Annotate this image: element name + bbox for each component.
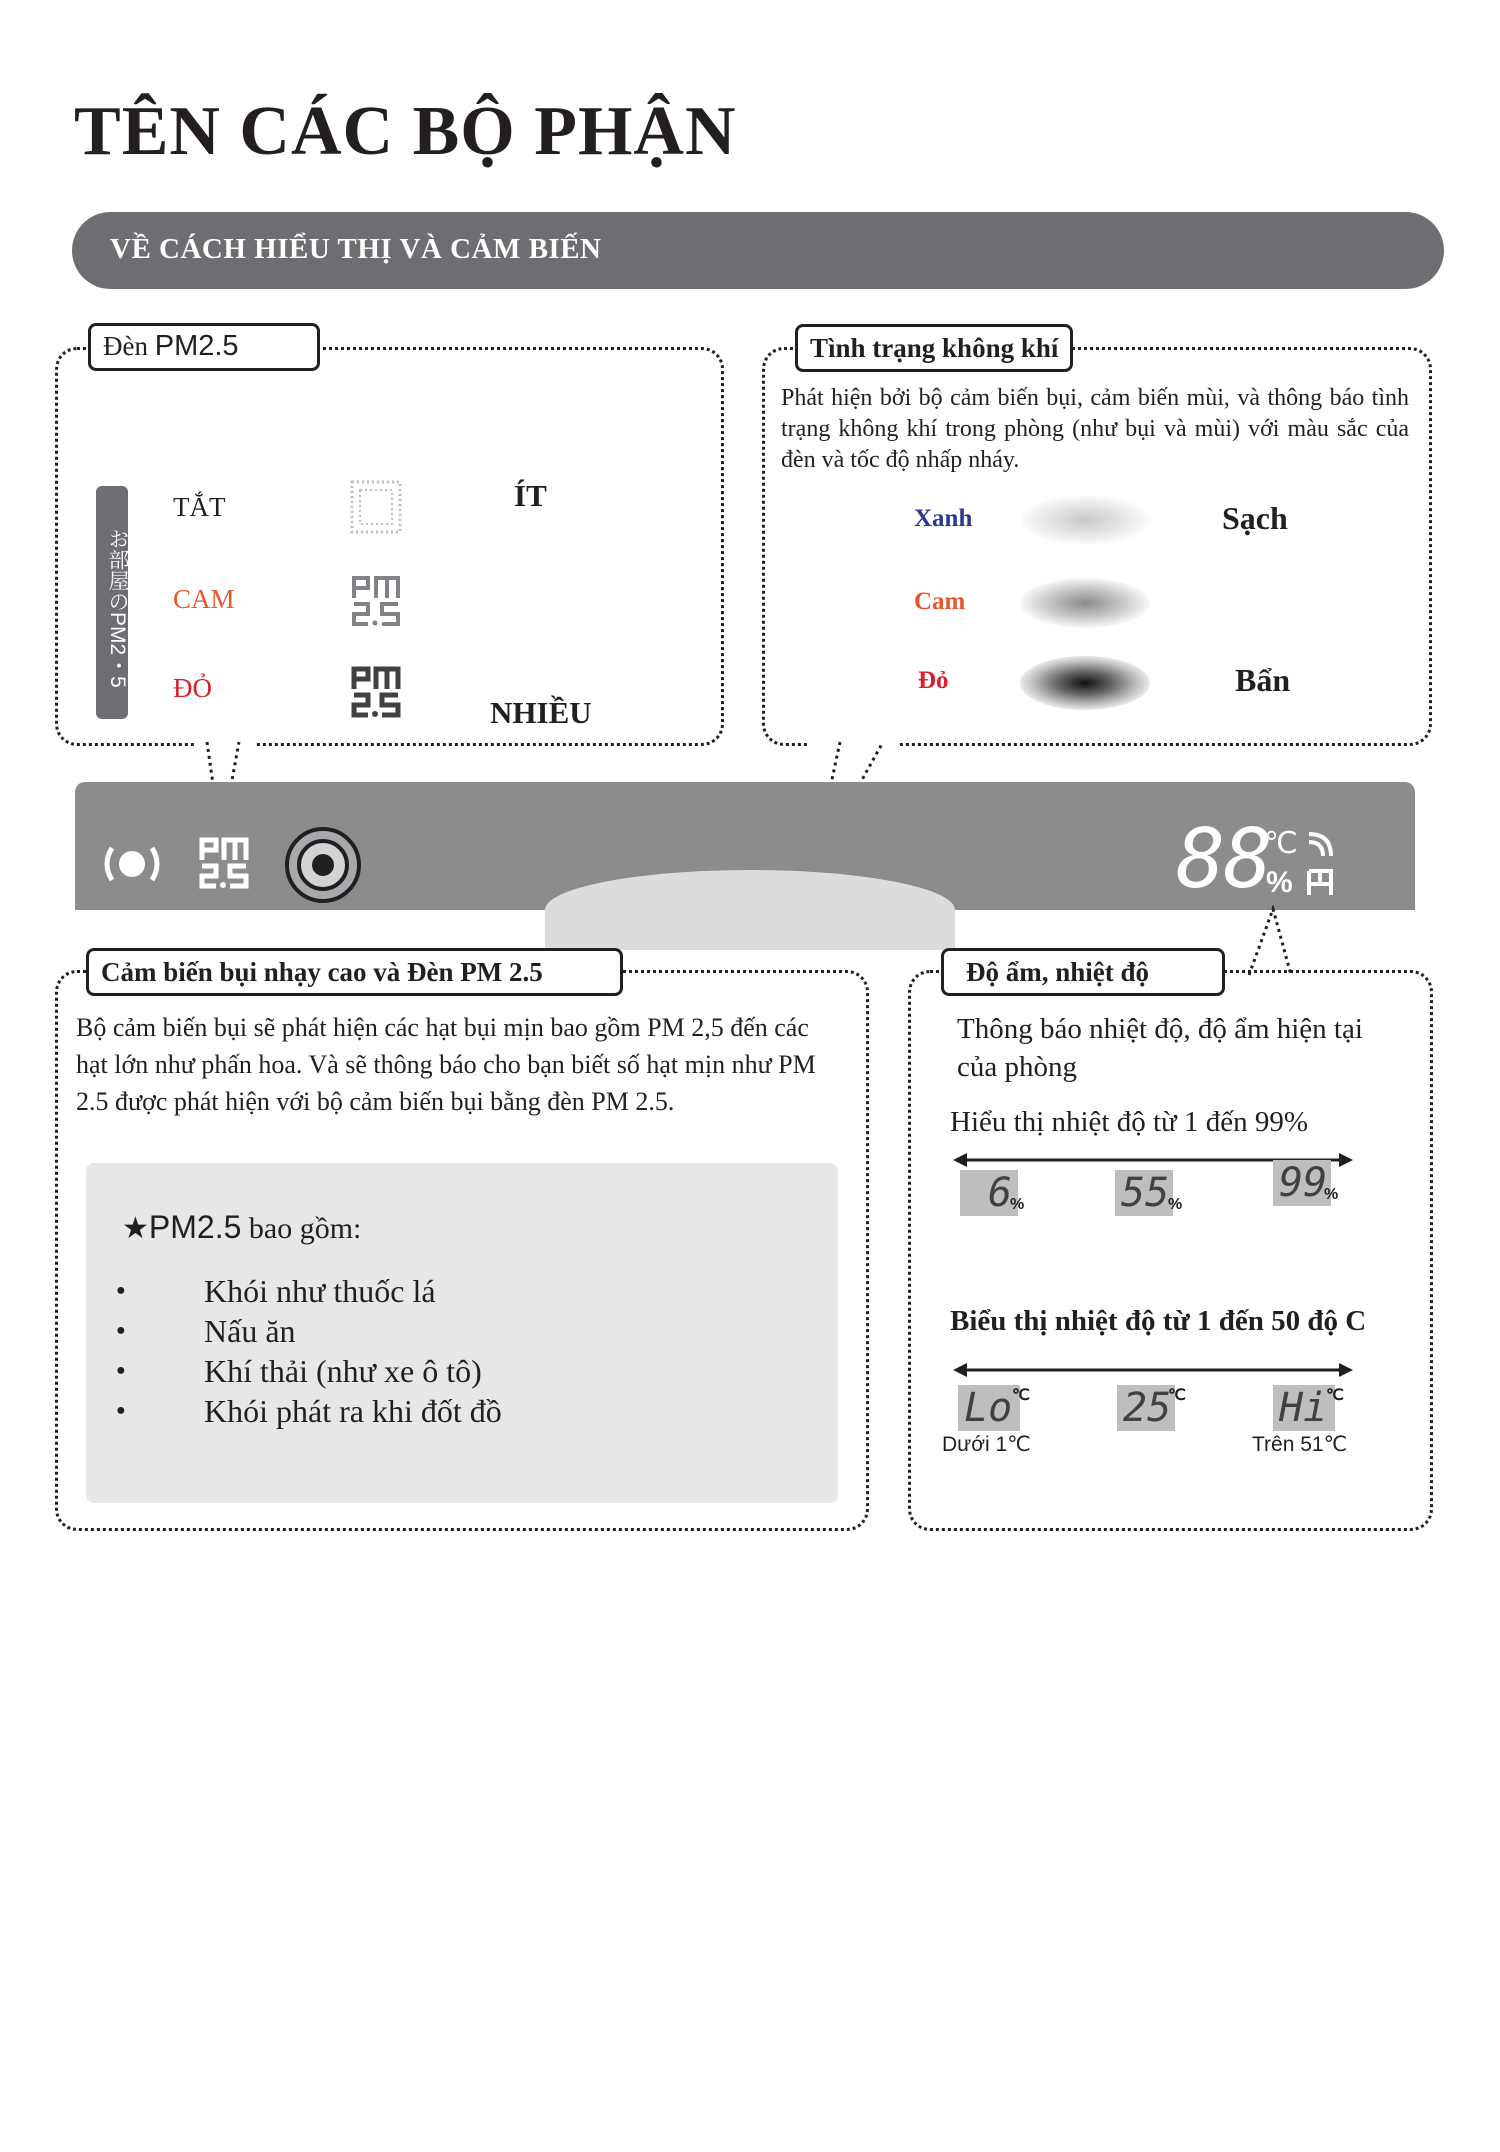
pm-light-low-label: ÍT [514,478,547,513]
pm-light-row-off-label: TẮT [173,492,226,522]
list-item: ● Nấu ăn [86,1311,786,1351]
temp-note-high: Trên 51℃ [1252,1433,1348,1456]
pm-light-tab-prefix: Đèn [103,331,148,361]
humidity-unit-mid: % [1168,1196,1183,1213]
yen-icon [1306,868,1334,898]
air-status-dirty-label: Bẩn [1235,662,1291,698]
dust-sensor-description: Bộ cảm biến bụi sẽ phát hiện các hạt bụi mịn bao gồm PM 2,5 đến các hạt lớn như phấn hoa. Và sẽ thông báo cho bạn biết số hạt mịn như PM 2.5 được phát hiện với bộ cảm biến bụi bằng đèn PM 2.5. [76,1013,816,1116]
humidity-temp-description: Thông báo nhiệt độ, độ ẩm hiện tại của phòng [957,1013,1363,1083]
air-status-tab: Tình trạng không khí [795,324,1073,372]
humidity-temp-tab: Độ ẩm, nhiệt độ [941,948,1225,996]
humidity-pointer [1235,905,1305,980]
section-banner [72,212,1444,289]
air-status-light-faint-icon [1020,495,1150,545]
temp-lcd-low: Lo [958,1385,1020,1431]
device-display-digits: 88 [1176,812,1271,907]
pm-light-tab [88,323,320,371]
air-status-light-strong-icon [1020,656,1150,710]
temp-unit-mid: ℃ [1168,1387,1186,1404]
device-display-percent: % [1266,866,1293,899]
temp-note-low: Dưới 1℃ [942,1433,1031,1456]
temp-unit-low: ℃ [1012,1387,1030,1404]
section-banner-label: VỀ CÁCH HIỂU THỊ VÀ CẢM BIẾN [110,233,602,265]
page-title: TÊN CÁC BỘ PHẬN [74,93,737,170]
list-item: ● Khói phát ra khi đốt đồ [86,1391,786,1431]
pm-dim-icon [350,574,402,628]
sensor-indicator-icon [100,842,164,886]
humidity-lcd-mid: 55 [1115,1170,1173,1216]
pm-light-high-label: NHIỀU [490,695,592,730]
humidity-lcd-high: 99 [1273,1160,1331,1206]
temp-unit-high: ℃ [1326,1387,1344,1404]
air-status-row-red-label: Đỏ [918,667,949,694]
pm-off-icon [350,480,402,534]
temp-lcd-high: Hi [1273,1385,1335,1431]
humidity-caption: Hiểu thị nhiệt độ từ 1 đến 99% [950,1106,1309,1138]
dust-sensor-lens-icon [283,825,363,905]
list-item: ● Khói như thuốc lá [86,1271,786,1311]
dust-sensor-tab: Cảm biến bụi nhạy cao và Đèn PM 2.5 [86,948,623,996]
signal-icon [1305,830,1335,860]
air-status-description: Phát hiện bởi bộ cảm biến bụi, cảm biến mùi, và thông báo tình trạng không khí trong phòng (như bụi và mùi) với màu sắc của đèn và tốc độ nhấp nháy. [781,385,1409,473]
pm-includes-box [86,1163,838,1503]
temp-range-arrow [953,1360,1353,1380]
pm-light-row-orange-label: CAM [173,584,235,614]
pm-light-tab-brand: PM2.5 [154,330,239,362]
device-pm-icon [198,836,250,890]
pm-includes-brand: PM2.5 [148,1209,242,1245]
star-icon: ★ [122,1212,149,1245]
pm-light-vertical-label: お部屋のPM2・5 [96,486,128,719]
temp-caption: Biểu thị nhiệt độ từ 1 đến 50 độ C [950,1305,1367,1337]
temp-lcd-mid: 25 [1117,1385,1175,1431]
humidity-unit-low: % [1010,1196,1025,1213]
air-status-row-orange-label: Cam [914,588,966,615]
list-item: ● Khí thải (như xe ô tô) [86,1351,786,1391]
humidity-lcd-low: 6 [960,1170,1018,1216]
humidity-unit-high: % [1324,1186,1339,1203]
air-status-light-medium-icon [1020,578,1150,628]
pm-includes-suffix: bao gồm: [241,1212,362,1245]
pm-on-icon [350,665,402,719]
device-display-celsius: ℃ [1264,827,1298,860]
air-status-clean-label: Sạch [1222,500,1288,536]
pm-includes-heading [122,1209,361,1246]
air-status-row-blue-label: Xanh [914,505,973,532]
pm-includes-list [86,1271,786,1431]
pm-light-row-red-label: ĐỎ [173,673,212,703]
device-panel-arc [545,870,955,950]
